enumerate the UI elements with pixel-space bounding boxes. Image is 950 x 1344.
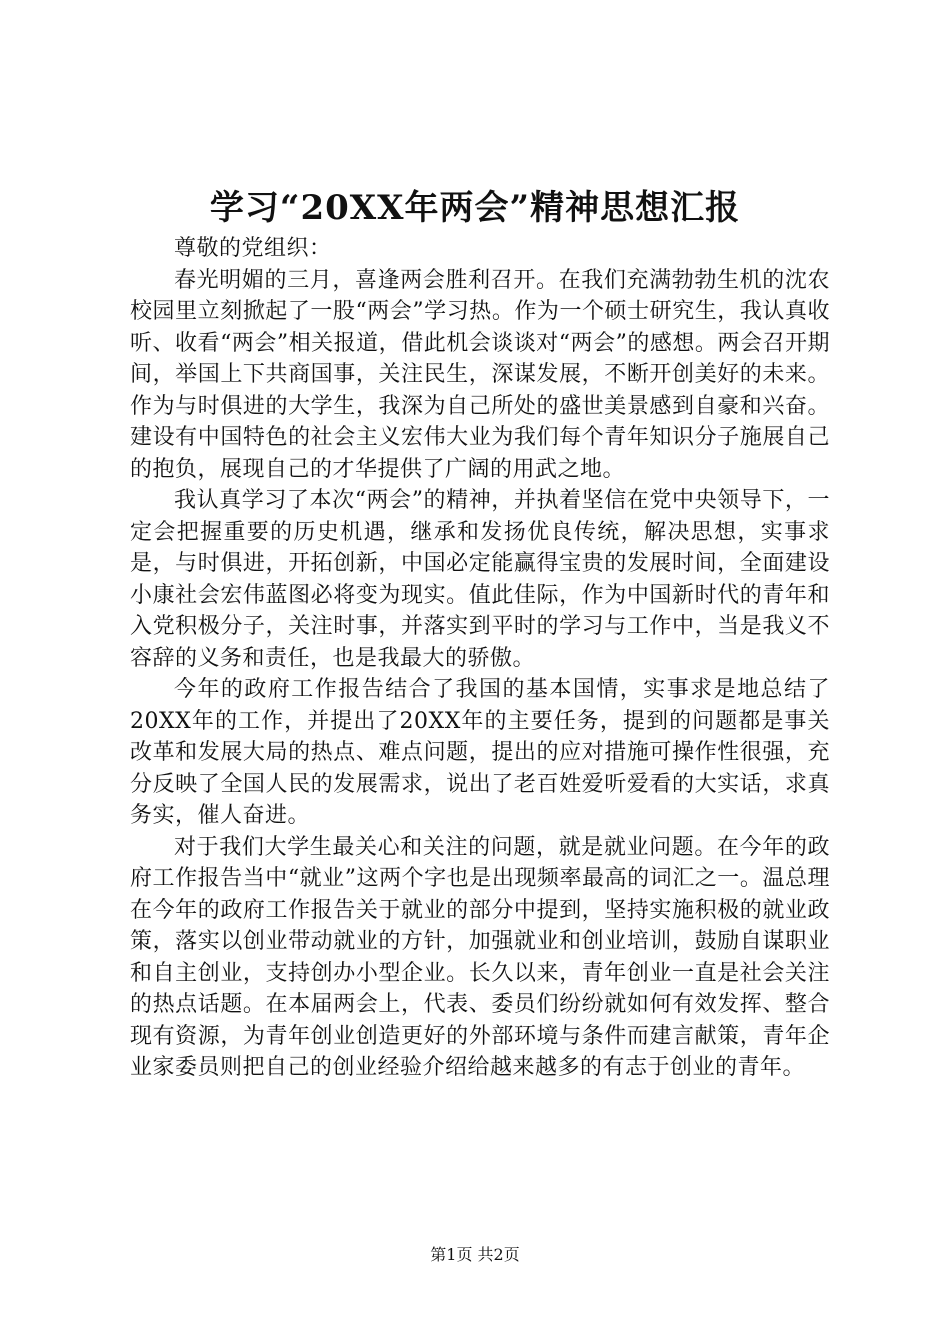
page-footer: 第1页 共2页 [430,1245,520,1264]
document-title: 学习“20XX年两会”精神思想汇报 [209,188,741,228]
paragraph: 今年的政府工作报告结合了我国的基本国情，实事求是地总结了20XX年的工作，并提出了20XX年的主要任务，提到的问题都是事关改革和发展大局的热点、难点问题，提出的应对措施可操作性很强，充分反映了全国人民的发展需求，说出了老百姓爱听爱看的大实话，求真务实，催人奋进。 [130,677,830,828]
paragraph: 对于我们大学生最关心和关注的问题，就是就业问题。在今年的政府工作报告当中“就业”这两个字也是出现频率最高的词汇之一。温总理在今年的政府工作报告关于就业的部分中提到，坚持实施积极的就业政策，落实以创业带动就业的方针，加强就业和创业培训，鼓励自谋职业和自主创业，支持创办小型企业。长久以来，青年创业一直是社会关注的热点话题。在本届两会上，代表、委员们纷纷就如何有效发挥、整合现有资源，为青年创业创造更好的外部环境与条件而建言献策，青年企业家委员则把自己的创业经验介绍给越来越多的有志于创业的青年。 [130,834,830,1080]
paragraph: 春光明媚的三月，喜逢两会胜利召开。在我们充满勃勃生机的沈农校园里立刻掀起了一股“两会”学习热。作为一个硕士研究生，我认真收听、收看“两会”相关报道，借此机会谈谈对“两会”的感想。两会召开期间，举国上下共商国事，关注民生，深谋发展，不断开创美好的未来。作为与时俱进的大学生，我深为自己所处的盛世美景感到自豪和兴奋。建设有中国特色的社会主义宏伟大业为我们每个青年知识分子施展自己的抱负，展现自己的才华提供了广阔的用武之地。 [130,267,830,482]
paragraph: 我认真学习了本次“两会”的精神，并执着坚信在党中央领导下，一定会把握重要的历史机遇，继承和发扬优良传统，解决思想，实事求是，与时俱进，开拓创新，中国必定能赢得宝贵的发展时间，全面建设小康社会宏伟蓝图必将变为现实。值此佳际，作为中国新时代的青年和入党积极分子，关注时事，并落实到平时的学习与工作中，当是我义不容辞的义务和责任，也是我最大的骄傲。 [130,488,830,671]
salutation: 尊敬的党组织： [174,236,332,261]
document-body [130,233,830,1084]
